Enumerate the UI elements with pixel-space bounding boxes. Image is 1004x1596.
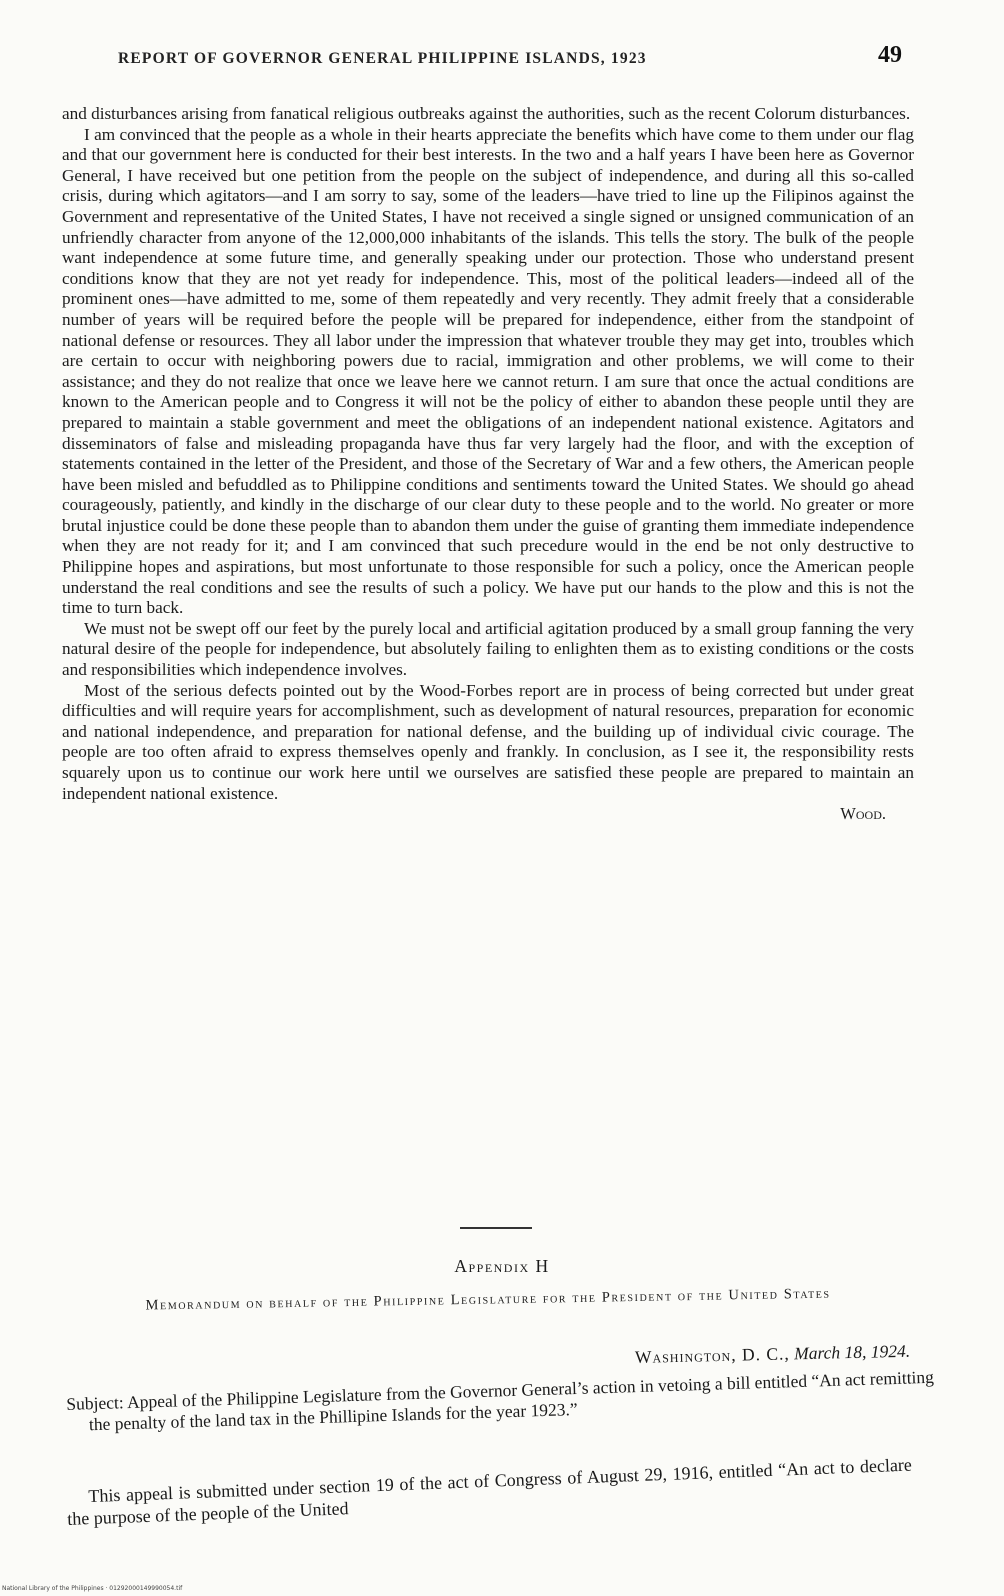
- section-divider: [460, 1227, 532, 1229]
- page-number: 49: [878, 42, 902, 68]
- signature: Wood.: [840, 804, 886, 824]
- scan-footer-note: National Library of the Philippines · 01292000149990054.tif: [2, 1585, 183, 1592]
- appendix-title: Appendix H: [454, 1256, 550, 1276]
- dateline-date: March 18, 1924.: [793, 1340, 911, 1364]
- dateline: [500, 1341, 910, 1371]
- dateline-place: Washington, D. C.,: [634, 1343, 790, 1367]
- running-head: REPORT OF GOVERNOR GENERAL PHILIPPINE ISLANDS, 1923: [118, 50, 647, 67]
- paragraph-continued: and disturbances arising from fanatical religious outbreaks against the authorities, such as the recent Colorum disturbances.: [62, 104, 911, 123]
- paragraph-convinced: I am convinced that the people as a whole in their hearts appreciate the benefits which have come to them under our flag and that our government here is conducted for their best interests. In the two and a half years I have been here as Governor General, I have received but one petition from the people on the subject of independence, and during all this so-called crisis, during which agitators—and I am sorry to say, some of the leaders—have tried to line up the Filipinos against the Government and representative of the United States, I have not received a single signed or unsigned communication of an unfriendly character from anyone of the 12,000,000 inhabitants of the islands. This tells the story. The bulk of the people want independence at some future time, and generally speaking under our protection. Those who understand present conditions know that they are not yet ready for independence. This, most of the political leaders—indeed all of the prominent ones—have admitted to me, some of them repeatedly and very recently. They admit freely that a considerable number of years will be required before the people will be prepared for independence, either from the standpoint of national defense or resources. They all labor under the impression that whatever trouble they may get into, troubles which are certain to occur with neighboring powers due to racial, immigration and other problems, we will come to their assistance; and they do not realize that once we leave here we cannot return. I am sure that once the actual conditions are known to the American people and to Congress it will not be the policy of either to abandon these people until they are prepared to maintain a stable government and meet the obligations of an independent national existence. Agitators and disseminators of false and misleading propaganda have thus far very largely had the floor, and with the exception of statements contained in the letter of the President, and those of the Secretary of War and a few others, the American people have been misled and befuddled as to Philippine conditions and sentiments toward the United States. We should go ahead courageously, patiently, and kindly in the discharge of our clear duty to these people and to the world. No greater or more brutal injustice could be done these people than to abandon them under the guise of granting them immediate independence when they are not ready for it; and I am convinced that such precedure would in the end be not only destructive to Philippine hopes and aspirations, but most unfortunate to those responsible for such a policy, once the American people understand the real conditions and see the results of such a policy. We have put our hands to the plow and this is not the time to turn back.: [62, 124, 914, 618]
- report-body: [62, 104, 914, 825]
- memo-heading: Memorandum on behalf of the Philippine Legislature for the President of the United States: [145, 1285, 831, 1314]
- memo-subject: Subject: Appeal of the Philippine Legislature from the Governor General’s action in vetoing a bill entitled “An act remitting the penalty of the land tax in the Phillipine Islands for the year 1923.”: [66, 1366, 935, 1435]
- signature-line: [62, 804, 914, 825]
- paragraph-agitation: We must not be swept off our feet by the purely local and artificial agitation produced by a small group fanning the very natural desire of the people for independence, but absolutely failing to enlighten them as to existing conditions or the costs and responsibilities which independence involves.: [62, 618, 914, 680]
- memo-opening-paragraph: This appeal is submitted under section 19 of the act of Congress of August 29, 1916, entitled “An act to declare the purpose of the people of the United: [66, 1454, 913, 1529]
- paragraph-defects: Most of the serious defects pointed out by the Wood-Forbes report are in process of being corrected but under great difficulties and will require years for accomplishment, such as development of natural resources, preparation for economic and national independence, and preparation for national defense, and the building up of individual civic courage. The people are too often afraid to express themselves openly and frankly. In conclusion, as I see it, the responsibility rests squarely upon us to continue our work here until we ourselves are satisfied these people are prepared to maintain an independent national existence.: [62, 680, 914, 803]
